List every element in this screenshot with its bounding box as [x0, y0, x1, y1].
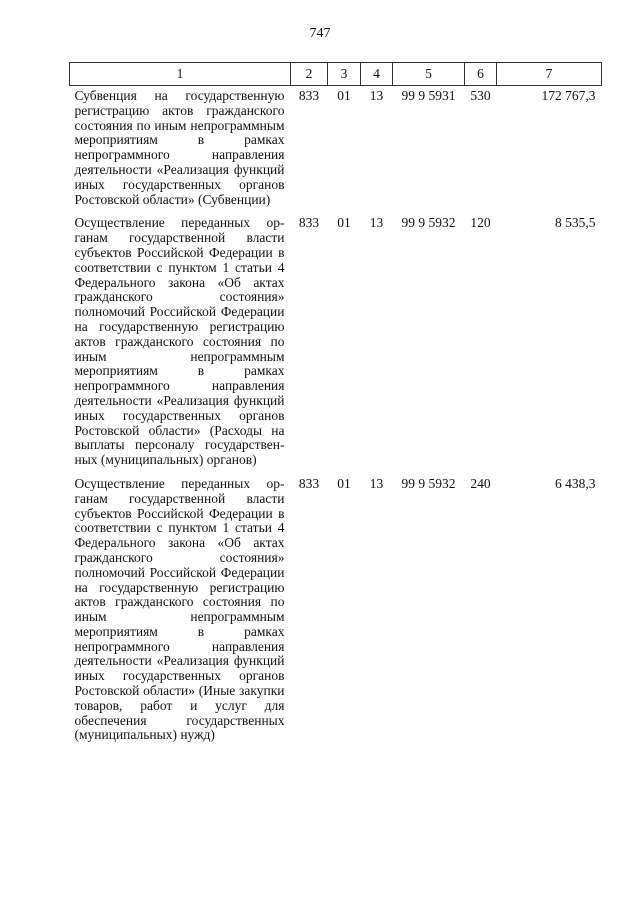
page-number: 747: [309, 26, 331, 41]
row-section-code: 01: [337, 88, 351, 103]
row-ved-code: 833: [298, 215, 320, 231]
row-expense-type-code: 240: [470, 475, 491, 491]
row-description: Осуществление переданных органам государственной власти субъектов Российской Федерации в соответствии с пунктом 1 статьи 4 Федерального закона «Об актах гражданского состояния» полномочий Российской Федерации на государственную регистрацию актов гражданского состояния по иным непрограммным мероприятиям в рамках непрограммного направления деятельности «Реализация функций иных государственных органов Ростовской области» (Расходы на выплаты персоналу государственных (муниципальных) органов): [74, 215, 285, 468]
row-section-code: 01: [337, 475, 351, 491]
row-description: Осуществление переданных органам государственной власти субъектов Российской Федерации в соответствии с пунктом 1 статьи 4 Федерального закона «Об актах гражданского состояния» полномочий Российской Федерации на государственную регистрацию актов гражданского состояния по иным непрограммным мероприятиям в рамках непрограммного направления деятельности «Реализация функций иных государственных органов Ростовской области» (Иные закупки товаров, работ и услуг для обеспечения государственных (муниципальных) нужд): [74, 475, 285, 743]
table-header-row: [70, 63, 602, 86]
row-target-code: 99 9 5931: [401, 88, 456, 103]
column-header-6: 6: [465, 63, 497, 86]
row-ved-code: 833: [298, 475, 320, 491]
row-description: Субвенция на государственную регистрацию актов гражданского состояния по иным непрограммным мероприятиям в рамках непрограммного направления деятельности «Реализация функций иных государственных органов Ростовской области» (Субвенции): [74, 88, 285, 207]
row-expense-type-code: 120: [470, 215, 491, 231]
table-row: [70, 86, 602, 214]
row-target-code: 99 9 5932: [401, 215, 456, 231]
column-header-1: 1: [70, 63, 291, 86]
row-sum: 172 767,3: [541, 88, 596, 103]
column-header-3: 3: [328, 63, 361, 86]
row-subsection-code: 13: [369, 215, 384, 231]
row-sum: 6 438,3: [555, 475, 596, 491]
row-target-code: 99 9 5932: [401, 475, 456, 491]
row-subsection-code: 13: [369, 88, 384, 103]
table-row: [70, 213, 602, 474]
row-sum: 8 535,5: [555, 215, 596, 231]
row-section-code: 01: [337, 215, 351, 231]
column-header-7: 7: [497, 63, 602, 86]
row-expense-type-code: 530: [470, 88, 491, 103]
table-row: [70, 474, 602, 749]
column-header-5: 5: [393, 63, 465, 86]
column-header-2: 2: [291, 63, 328, 86]
column-header-4: 4: [361, 63, 393, 86]
row-subsection-code: 13: [369, 475, 384, 491]
budget-table: [69, 62, 602, 749]
row-ved-code: 833: [298, 88, 320, 103]
